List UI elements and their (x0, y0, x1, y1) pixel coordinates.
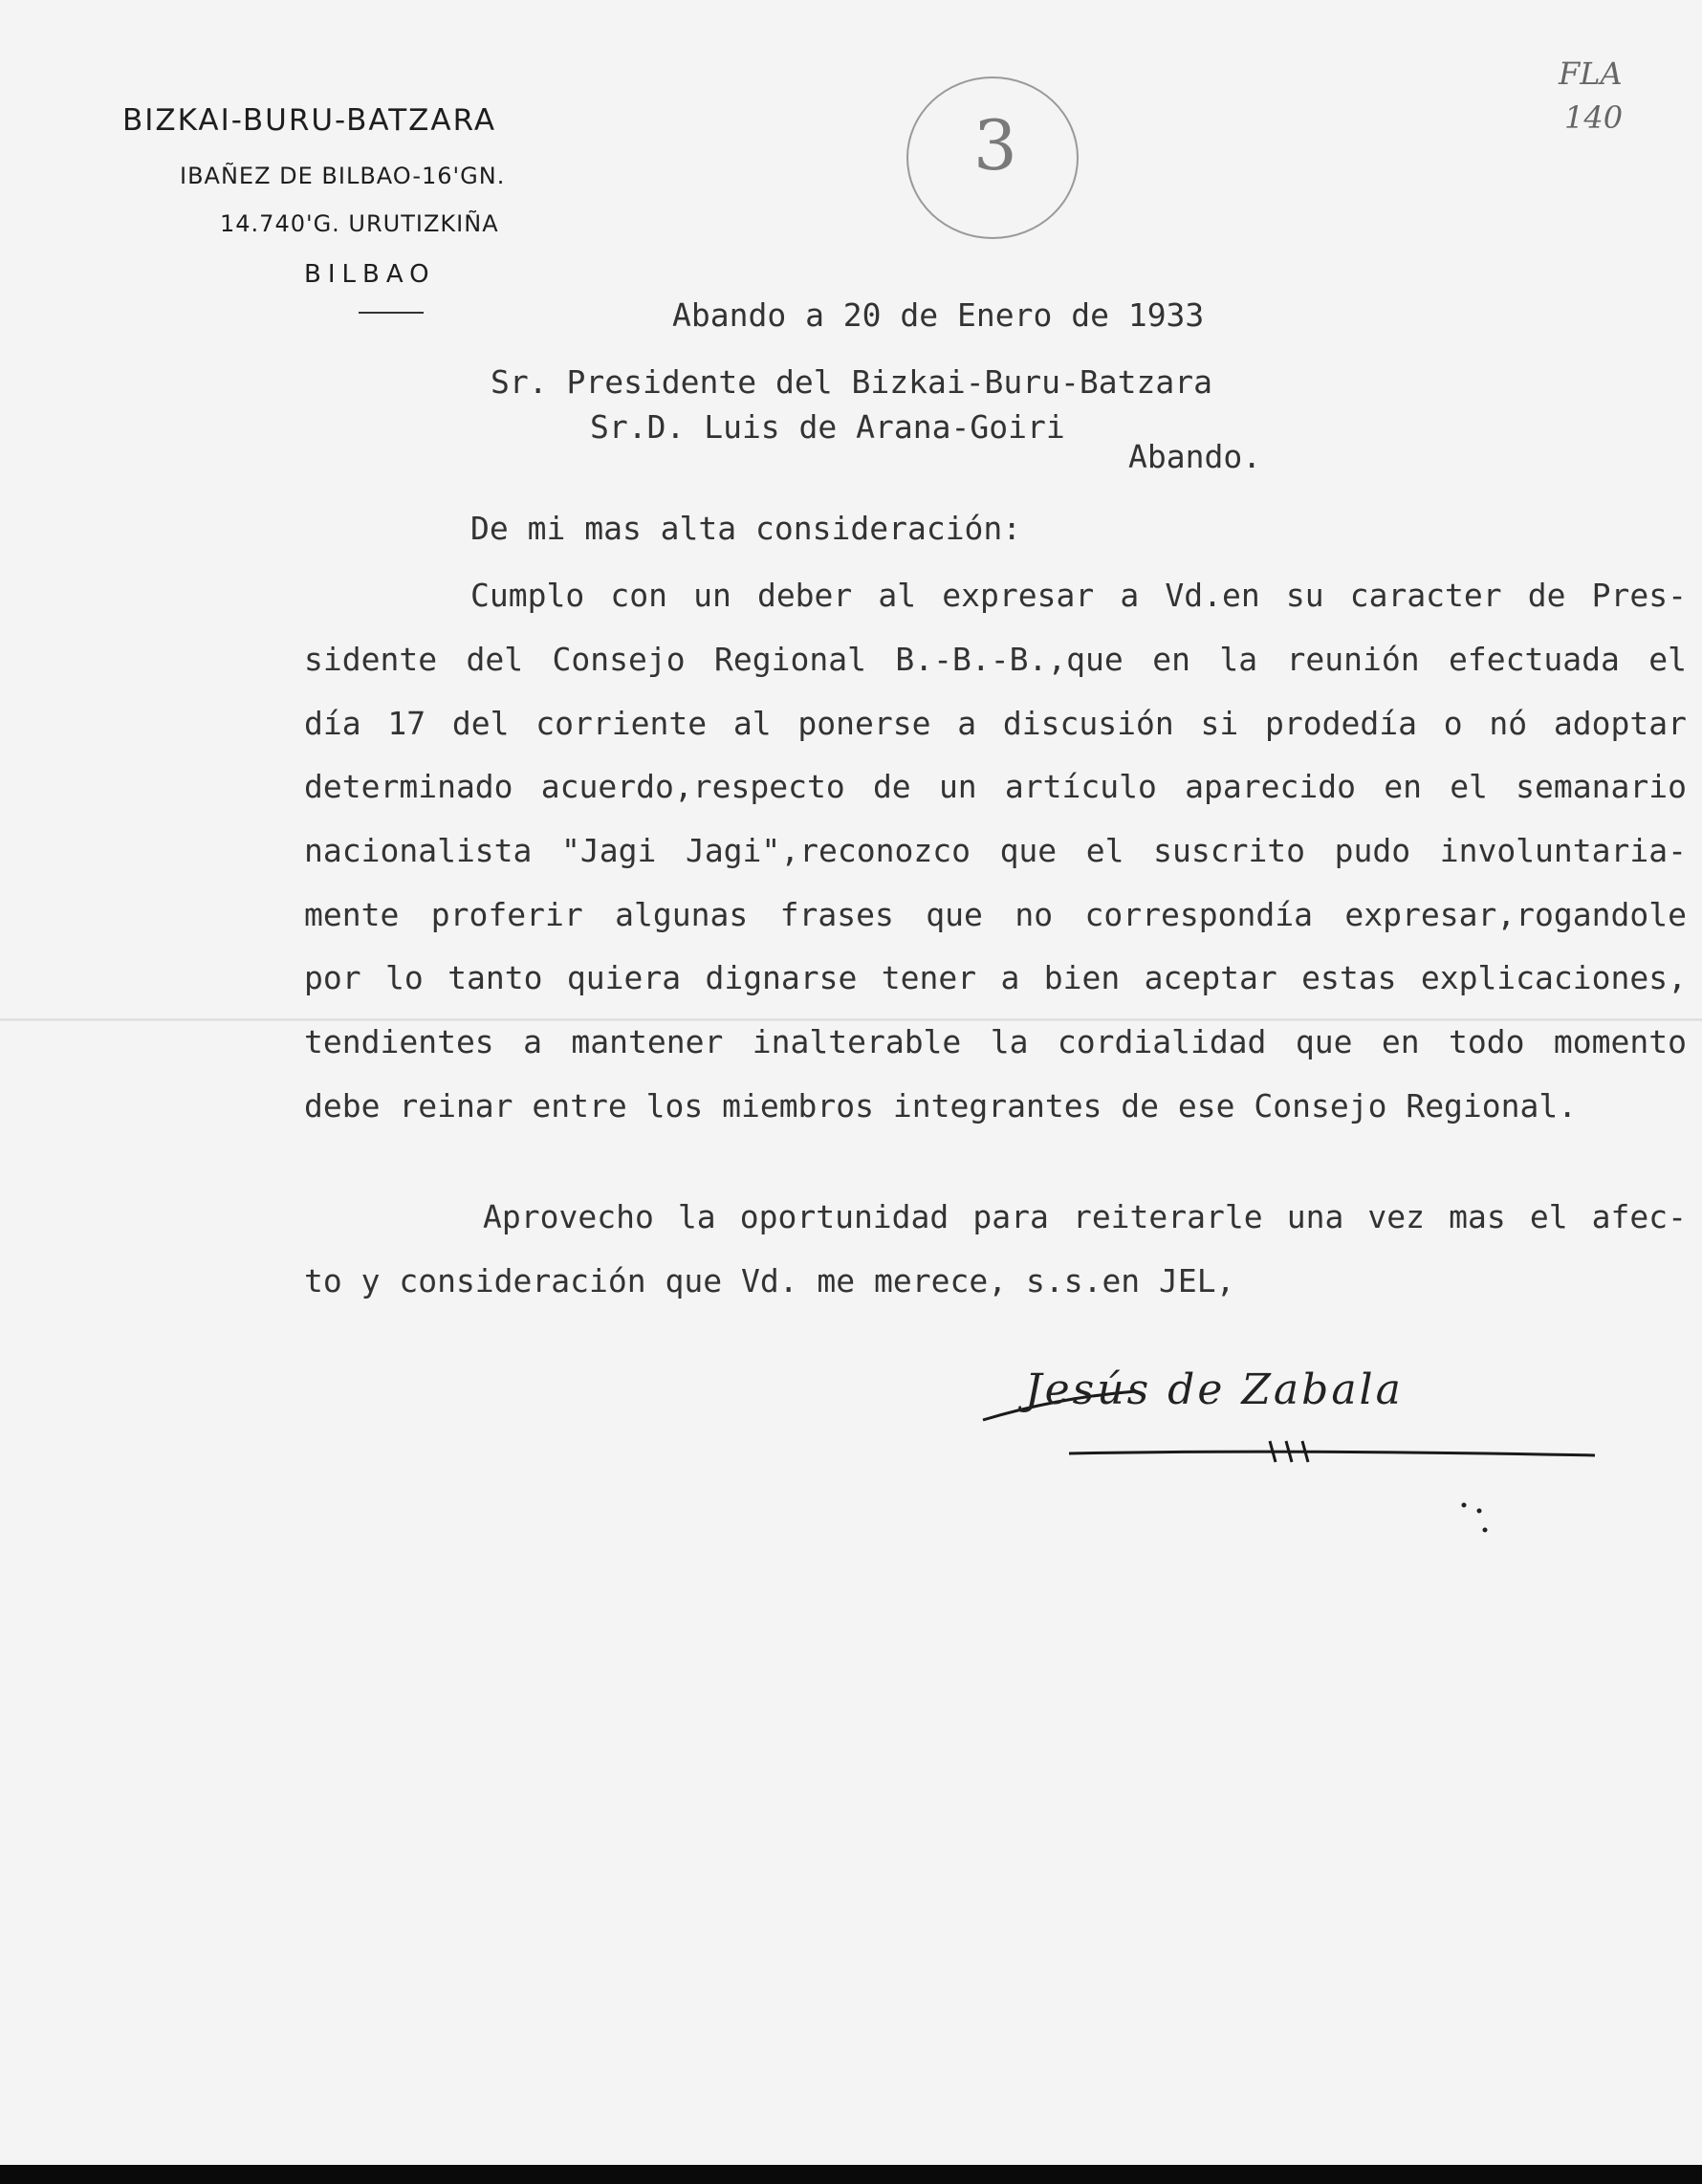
body-line: por lo tanto quiera dignarse tener a bien aceptar estas explicaciones, (304, 959, 1687, 996)
body-line: mente proferir algunas frases que no correspondía expresar,rogandole (304, 896, 1687, 933)
body-line: sidente del Consejo Regional B.-B.-B.,que en la reunión efectuada el (304, 641, 1687, 678)
paper-fold-crease (0, 1018, 1702, 1021)
archive-reference-number: 140 (1564, 99, 1624, 136)
body-line: día 17 del corriente al ponerse a discusión si prodedía o nó adoptar (304, 705, 1687, 742)
circled-page-number: 3 (973, 105, 1017, 186)
body-line: determinado acuerdo,respecto de un artículo aparecido en el semanario (304, 768, 1687, 805)
body-line: Cumplo con un deber al expresar a Vd.en su caracter de Pres- (470, 577, 1687, 614)
recipient-place: Abando. (1128, 438, 1262, 475)
closing-line: to y consideración que Vd. me merece, s.s.en JEL, (304, 1262, 1235, 1299)
salutation: De mi mas alta consideración: (470, 510, 1022, 547)
letterhead-city: BILBAO (304, 260, 436, 289)
letterhead-name: BIZKAI-BURU-BATZARA (122, 103, 497, 138)
body-line: tendientes a mantener inalterable la cordialidad que en todo momento (304, 1023, 1687, 1060)
recipient-title: Sr. Presidente del Bizkai-Buru-Batzara (491, 363, 1212, 401)
body-line: debe reinar entre los miembros integrantes de ese Consejo Regional. (304, 1087, 1578, 1125)
letterhead-address: IBAÑEZ DE BILBAO-16'GN. (180, 163, 506, 189)
archive-reference-code: FLA (1559, 55, 1623, 92)
letter-date: Abando a 20 de Enero de 1933 (672, 296, 1205, 334)
body-line: nacionalista "Jagi Jagi",reconozco que el suscrito pudo involuntaria- (304, 832, 1687, 869)
letterhead-rule (359, 312, 424, 314)
ink-dots (1458, 1499, 1496, 1538)
scan-border (0, 2165, 1702, 2184)
letterhead-phone: 14.740'G. URUTIZKIÑA (220, 210, 499, 237)
signature: Jesús de Zabala (1025, 1365, 1404, 1414)
recipient-name: Sr.D. Luis de Arana-Goiri (590, 408, 1065, 446)
closing-line: Aprovecho la oportunidad para reiterarle una vez mas el afec- (483, 1198, 1687, 1235)
